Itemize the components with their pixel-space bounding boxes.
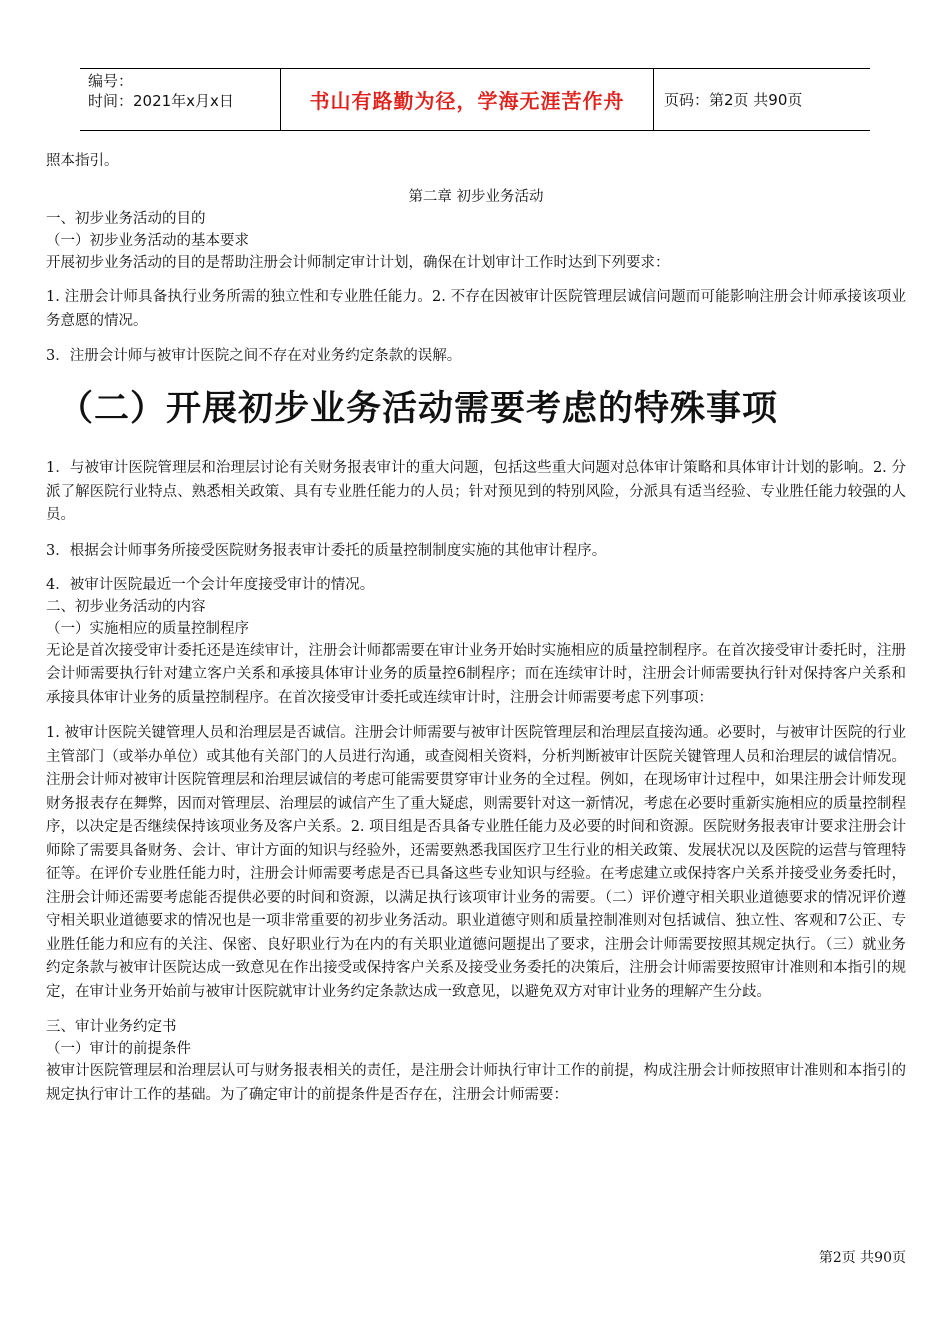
- paragraph-7: 无论是首次接受审计委托还是连续审计，注册会计师都需要在审计业务开始时实施相应的质量控制程序。在首次接受审计委托时，注册会计师需要执行针对建立客户关系和承接具体审计业务的质量控6制程序；而在连续审计时，注册会计师需要执行针对保持客户关系和承接具体审计业务的质量控制程序。在首次接受审计委托或连续审计时，注册会计师需要考虑下列事项：: [46, 642, 906, 706]
- large-heading: （二）开展初步业务活动需要考虑的特殊事项: [58, 389, 779, 429]
- paragraph-intro: 照本指引。: [46, 153, 119, 169]
- paragraph-4: 1．与被审计医院管理层和治理层讨论有关财务报表审计的重大问题，包括这些重大问题对总体审计策略和具体审计计划的影响。2. 分派了解医院行业特点、熟悉相关政策、具有专业胜任能力的人员；针对预见到的特别风险，分派具有适当经验、专业胜任能力较强的人员。: [46, 460, 906, 523]
- paragraph-2: 1. 注册会计师具备执行业务所需的独立性和专业胜任能力。2. 不存在因被审计医院管理层诚信问题而可能影响注册会计师承接该项业务意愿的情况。: [46, 289, 906, 329]
- subsection-heading-1-1: （一）初步业务活动的基本要求: [46, 233, 249, 249]
- number-label: 编号：: [88, 72, 134, 90]
- date-label: 时间：2021年x月x日: [88, 92, 234, 110]
- section-heading-1: 一、初步业务活动的目的: [46, 211, 206, 227]
- section-heading-3: 三、审计业务约定书: [46, 1019, 177, 1035]
- document-body: [46, 150, 906, 1107]
- paragraph-3: 3．注册会计师与被审计医院之间不存在对业务约定条款的误解。: [46, 348, 462, 364]
- paragraph-8: 1. 被审计医院关键管理人员和治理层是否诚信。注册会计师需要与被审计医院管理层和治理层直接沟通。必要时，与被审计医院的行业主管部门（或举办单位）或其他有关部门的人员进行沟通，或查阅相关资料，分析判断被审计医院关键管理人员和治理层的诚信情况。注册会计师对被审计医院管理层和治理层诚信的考虑可能需要贯穿审计业务的全过程。例如，在现场审计过程中，如果注册会计师发现财务报表存在舞弊，因而对管理层、治理层的诚信产生了重大疑虑，则需要针对这一新情况，考虑在必要时重新实施相应的质量控制程序，以决定是否继续保持该项业务及客户关系。2. 项目组是否具备专业胜任能力及必要的时间和资源。医院财务报表审计要求注册会计师除了需要具备财务、会计、审计方面的知识与经验外，还需要熟悉我国医疗卫生行业的相关政策、发展状况以及医院的运营与管理特征等。在评价专业胜任能力时，注册会计师需要考虑是否已具备这些专业知识与经验。在考虑建立或保持客户关系并接受业务委托时，注册会计师还需要考虑能否提供必要的时间和资源，以满足执行该项审计业务的需要。（二）评价遵守相关职业道德要求的情况评价遵守相关职业道德要求的情况也是一项非常重要的初步业务活动。职业道德守则和质量控制准则对包括诚信、独立性、客观和7公正、专业胜任能力和应有的关注、保密、良好职业行为在内的有关职业道德问题提出了要求，注册会计师需要按照其规定执行。（三）就业务约定条款与被审计医院达成一致意见在作出接受或保持客户关系及接受业务委托的决策后，注册会计师需要按照审计准则和本指引的规定，在审计业务开始前与被审计医院就审计业务约定条款达成一致意见，以避免双方对审计业务的理解产生分歧。: [46, 725, 906, 1000]
- chapter-title: 第二章 初步业务活动: [408, 189, 544, 205]
- motto-text: 书山有路勤为径，学海无涯苦作舟: [309, 89, 625, 113]
- header-motto-cell: [280, 69, 654, 130]
- subsection-heading-2-1: （一）实施相应的质量控制程序: [46, 620, 249, 637]
- paragraph-5: 3．根据会计师事务所接受医院财务报表审计委托的质量控制制度实施的其他审计程序。: [46, 542, 607, 559]
- paragraph-6: 4．被审计医院最近一个会计年度接受审计的情况。: [46, 576, 375, 593]
- paragraph-9: 被审计医院管理层和治理层认可与财务报表相关的责任，是注册会计师执行审计工作的前提，构成注册会计师按照审计准则和本指引的规定执行审计工作的基础。为了确定审计的前提条件是否存在，注册会计师需要：: [46, 1063, 906, 1103]
- header-meta: [80, 69, 280, 130]
- header-page-cell: [654, 69, 870, 130]
- paragraph-1: 开展初步业务活动的目的是帮助注册会计师制定审计计划，确保在计划审计工作时达到下列要求：: [46, 255, 670, 271]
- subsection-heading-3-1: （一）审计的前提条件: [46, 1041, 191, 1057]
- header-page-info: 页码：第2页 共90页: [664, 91, 803, 109]
- page-footer: 第2页 共90页: [818, 1250, 906, 1266]
- page-header: [80, 68, 870, 131]
- section-heading-2: 二、初步业务活动的内容: [46, 598, 206, 615]
